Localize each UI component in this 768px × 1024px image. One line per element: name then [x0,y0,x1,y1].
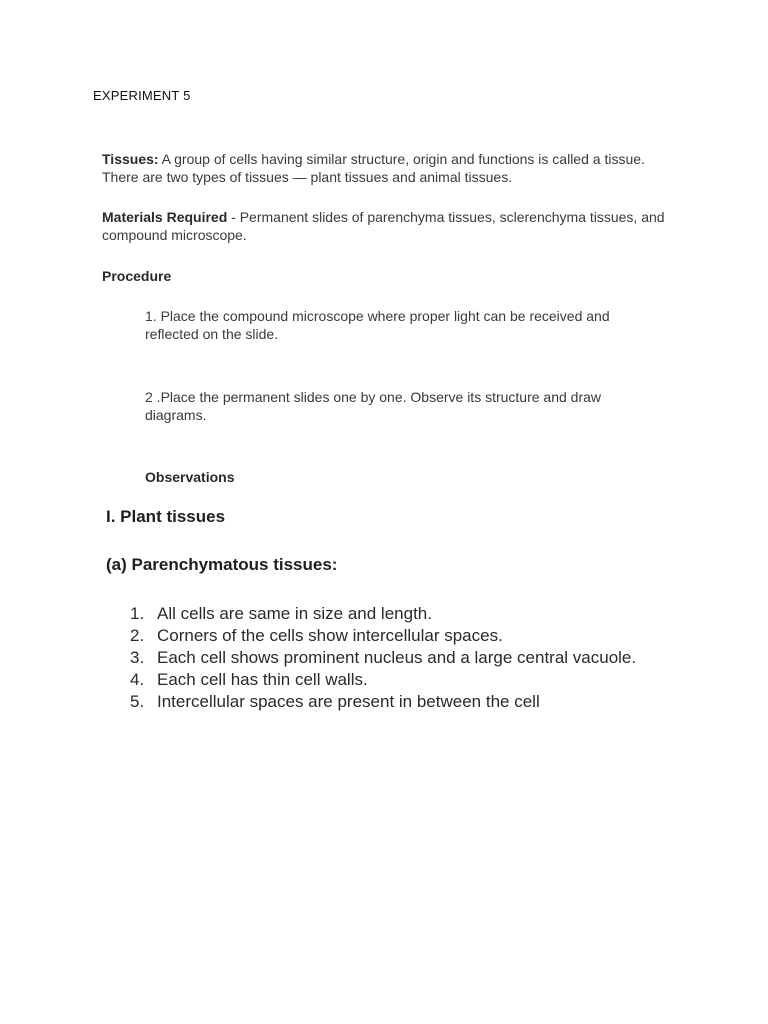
plant-tissues-heading: I. Plant tissues [106,507,226,526]
list-item-number: 2. [130,626,145,645]
materials-text: - Permanent slides of parenchyma tissues, sclerenchyma tissues, and compound microscope. [102,209,665,243]
observations-heading: Observations [145,469,235,485]
list-item [130,603,670,625]
list-item-number: 3. [130,648,145,667]
list-item-text: Intercellular spaces are present in between the cell [157,692,540,711]
list-item-text: Each cell shows prominent nucleus and a large central vacuole. [157,648,637,667]
procedure-step-1: 1. Place the compound microscope where proper light can be received and reflected on the slide. [145,308,610,342]
list-item-number: 1. [130,604,145,623]
tissues-label: Tissues: [102,151,159,167]
list-item [130,647,670,669]
list-item-text: Each cell has thin cell walls. [157,670,368,689]
procedure-step-2: 2 .Place the permanent slides one by one. Observe its structure and draw diagrams. [145,389,602,423]
document-title: EXPERIMENT 5 [93,88,191,103]
parenchymatous-tissues-heading: (a) Parenchymatous tissues: [106,555,338,574]
list-item [130,669,670,691]
materials-required [102,208,682,244]
tissues-text: A group of cells having similar structure, origin and functions is called a tissue. There are two types of tissues — plant tissues and animal tissues. [102,151,645,185]
list-item [130,691,670,713]
list-item-text: Corners of the cells show intercellular spaces. [157,626,503,645]
observation-list [130,603,670,713]
tissues-definition [102,150,682,186]
materials-label: Materials Required [102,209,228,225]
list-item-text: All cells are same in size and length. [157,604,432,623]
list-item-number: 5. [130,692,145,711]
list-item-number: 4. [130,670,145,689]
procedure-heading: Procedure [102,268,172,284]
list-item [130,625,670,647]
